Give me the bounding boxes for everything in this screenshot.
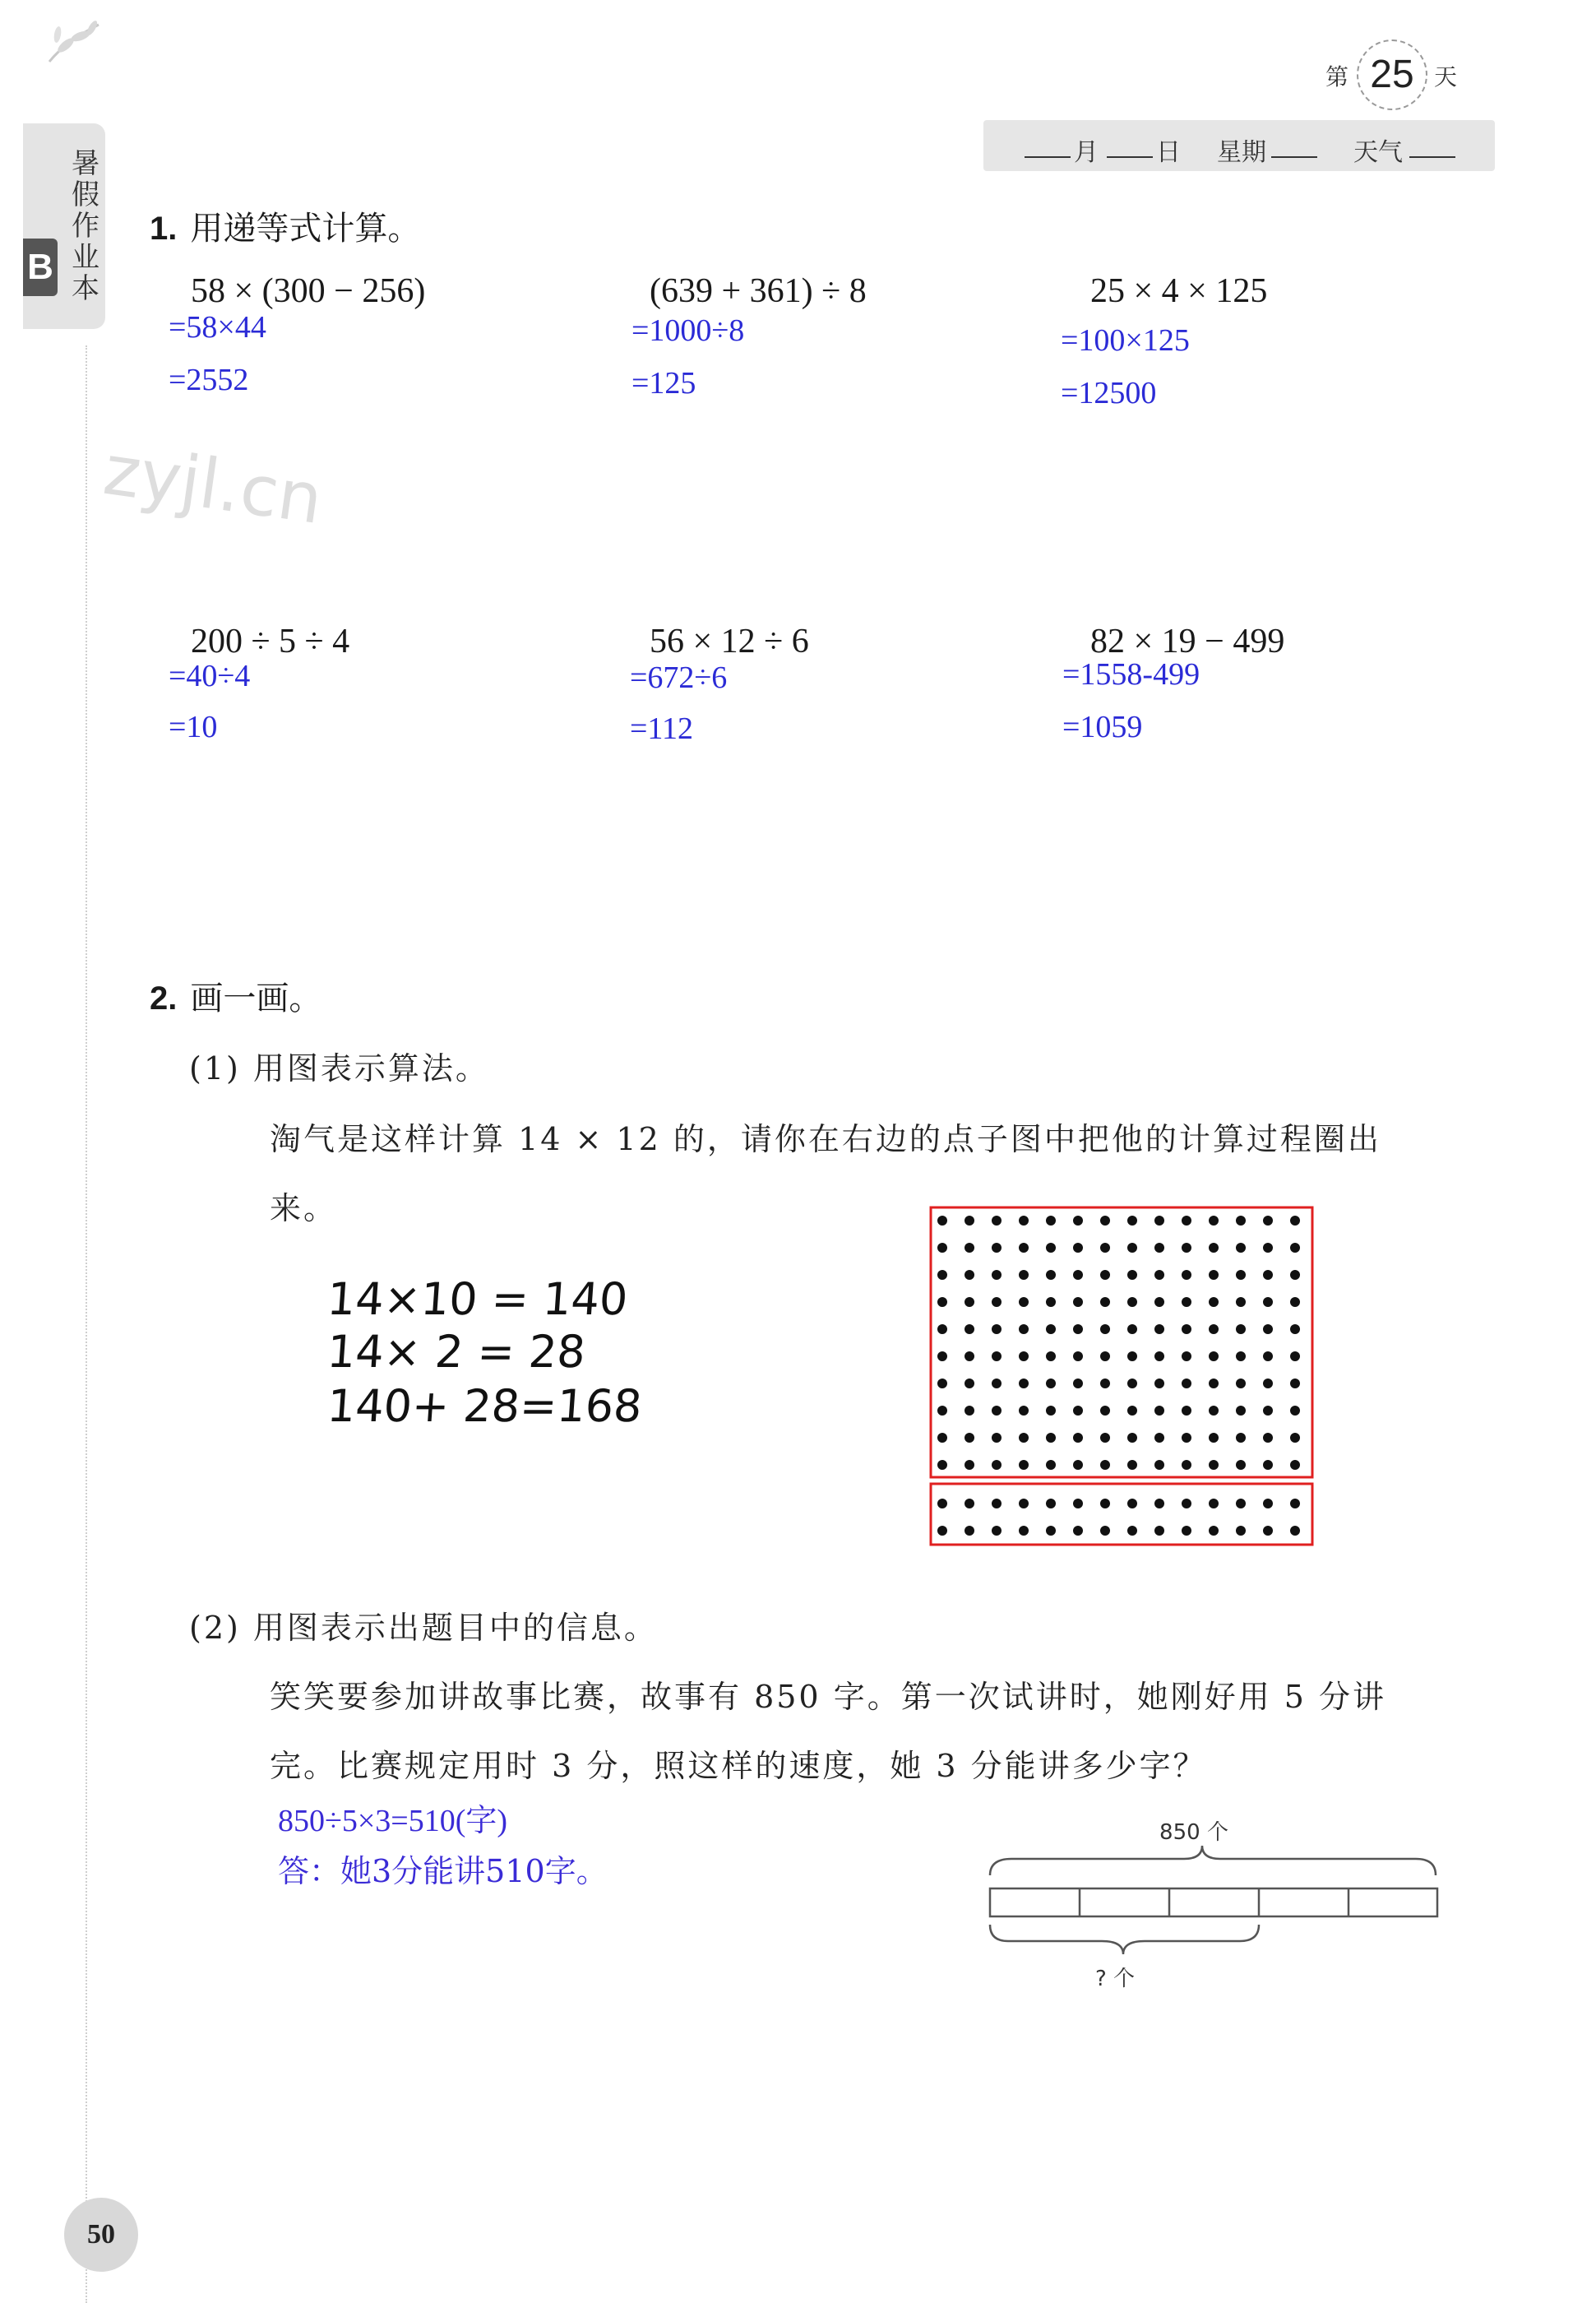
dot (1236, 1379, 1246, 1388)
dot (1182, 1351, 1191, 1361)
leaf-decoration-icon (41, 16, 115, 66)
dot (1100, 1433, 1110, 1443)
dot (1019, 1433, 1029, 1443)
day-blank[interactable] (1107, 156, 1153, 158)
q1-problem-2-step-2: =125 (631, 366, 696, 401)
dot (937, 1379, 947, 1388)
dot (1046, 1406, 1056, 1416)
dot (1290, 1433, 1300, 1443)
q1-problem-4-step-1: =40÷4 (169, 659, 251, 693)
dot (965, 1243, 974, 1253)
dot (1046, 1499, 1056, 1508)
dot (1182, 1297, 1191, 1307)
dot (1154, 1351, 1164, 1361)
day-prefix: 第 (1325, 63, 1349, 90)
dot (1019, 1526, 1029, 1536)
dot (1100, 1379, 1110, 1388)
q2-part2-answer-expression: 850÷5×3=510(字) (278, 1804, 508, 1838)
dot (992, 1243, 1002, 1253)
dot (937, 1499, 947, 1508)
q1-problem-3-step-1: =100×125 (1061, 323, 1190, 358)
dot (1073, 1406, 1083, 1416)
q2-part2-text-line1: 笑笑要参加讲故事比赛，故事有 850 字。第一次试讲时，她刚好用 5 分讲 (270, 1679, 1387, 1715)
dot (1236, 1243, 1246, 1253)
dot (1154, 1243, 1164, 1253)
q2-part2-label: (2) (189, 1610, 241, 1646)
q1-problem-6-step-2: =1059 (1062, 710, 1143, 744)
dot (1100, 1499, 1110, 1508)
q1-number: 1. (150, 211, 178, 247)
q1-problem-5-step-1: =672÷6 (630, 660, 728, 695)
dot (965, 1297, 974, 1307)
q2-part2-title: 用图表示出题目中的信息。 (252, 1610, 658, 1646)
dot (992, 1460, 1002, 1470)
dot (1290, 1460, 1300, 1470)
dot (1154, 1460, 1164, 1470)
dots-group (937, 1216, 1300, 1536)
dot (1263, 1324, 1273, 1334)
q1-problem-1-step-2: =2552 (169, 363, 249, 397)
dot (1236, 1433, 1246, 1443)
weekday-blank[interactable] (1271, 156, 1317, 158)
dot (1100, 1216, 1110, 1226)
dot (1209, 1406, 1219, 1416)
dot (1019, 1379, 1029, 1388)
dot (1290, 1270, 1300, 1280)
dot (1046, 1324, 1056, 1334)
dot (1019, 1460, 1029, 1470)
dot (1209, 1297, 1219, 1307)
dot (1290, 1216, 1300, 1226)
dot (1100, 1270, 1110, 1280)
dot (1046, 1243, 1056, 1253)
dot (1019, 1270, 1029, 1280)
circle-14x2 (931, 1484, 1312, 1545)
q1-problem-6-expression: 82 × 19 − 499 (1090, 623, 1285, 660)
q2-part1-label: (1) (189, 1050, 241, 1087)
spine-badge: B (23, 239, 58, 296)
dot (1154, 1324, 1164, 1334)
dot (1263, 1297, 1273, 1307)
dot (1290, 1526, 1300, 1536)
dot (1127, 1243, 1137, 1253)
dot (1046, 1351, 1056, 1361)
dot (1127, 1406, 1137, 1416)
dot (1182, 1324, 1191, 1334)
dot (937, 1324, 947, 1334)
dot (1073, 1499, 1083, 1508)
q2-heading (150, 972, 322, 1019)
dot (965, 1351, 974, 1361)
dot (965, 1499, 974, 1508)
dot (1154, 1379, 1164, 1388)
dot (1209, 1270, 1219, 1280)
dot (1073, 1351, 1083, 1361)
dot (1263, 1406, 1273, 1416)
dot (937, 1460, 947, 1470)
dot (1073, 1216, 1083, 1226)
top-brace (990, 1846, 1436, 1875)
dot (1290, 1324, 1300, 1334)
dot (1209, 1216, 1219, 1226)
q2-part1-text-line1: 淘气是这样计算 14 × 12 的，请你在右边的点子图中把他的计算过程圈出 (270, 1121, 1381, 1157)
dot (1290, 1499, 1300, 1508)
dot (992, 1406, 1002, 1416)
dot (937, 1243, 947, 1253)
dot (1073, 1324, 1083, 1334)
dot (937, 1297, 947, 1307)
spine-title: 暑假作业本 (72, 147, 99, 305)
dot (937, 1270, 947, 1280)
dot (965, 1216, 974, 1226)
dot (1019, 1406, 1029, 1416)
q1-problem-3-expression: 25 × 4 × 125 (1090, 272, 1268, 310)
dot (937, 1406, 947, 1416)
dot (1236, 1324, 1246, 1334)
dot (965, 1526, 974, 1536)
dot (1263, 1526, 1273, 1536)
q2-part2-answer-text: 答：她3分能讲510字。 (278, 1853, 608, 1889)
handwriting-line-1: 14×10 = 140 (325, 1273, 630, 1325)
dot (1046, 1297, 1056, 1307)
dot (1127, 1433, 1137, 1443)
dot (992, 1297, 1002, 1307)
dot (1209, 1526, 1219, 1536)
dot (1019, 1216, 1029, 1226)
dot (1100, 1460, 1110, 1470)
dot (1073, 1379, 1083, 1388)
dot (1209, 1324, 1219, 1334)
dot (1236, 1499, 1246, 1508)
dot (1236, 1526, 1246, 1536)
dot (1236, 1406, 1246, 1416)
q1-problem-5-step-2: =112 (630, 711, 694, 746)
dot (1154, 1433, 1164, 1443)
dot (1073, 1297, 1083, 1307)
dot (992, 1379, 1002, 1388)
dot (1019, 1324, 1029, 1334)
dot (1154, 1297, 1164, 1307)
q2-part1-heading (189, 1043, 489, 1088)
bottom-brace (990, 1925, 1259, 1954)
dot (937, 1216, 947, 1226)
watermark: zyjl.cn (99, 429, 328, 540)
dot (1154, 1216, 1164, 1226)
dot (1209, 1460, 1219, 1470)
dot (1046, 1379, 1056, 1388)
dot (1073, 1243, 1083, 1253)
dot (1073, 1526, 1083, 1536)
q2-part2-text-line2: 完。比赛规定用时 3 分，照这样的速度，她 3 分能讲多少字？ (270, 1748, 1207, 1784)
q2-title: 画一画。 (190, 980, 322, 1017)
dot (1127, 1297, 1137, 1307)
dot (1182, 1460, 1191, 1470)
margin-divider (86, 345, 87, 2303)
q1-problem-2-step-1: =1000÷8 (631, 313, 745, 348)
diagram-bottom-label: ? 个 (1094, 1967, 1136, 1991)
dot (1263, 1460, 1273, 1470)
month-blank[interactable] (1025, 156, 1071, 158)
dot (965, 1379, 974, 1388)
q2-part2-heading (189, 1602, 658, 1647)
day-label: 日 (1156, 138, 1181, 167)
dot (965, 1460, 974, 1470)
dot (1209, 1351, 1219, 1361)
dot (1127, 1324, 1137, 1334)
dot (1019, 1351, 1029, 1361)
dot (1073, 1433, 1083, 1443)
dot (1290, 1379, 1300, 1388)
dot (1046, 1526, 1056, 1536)
day-suffix: 天 (1434, 63, 1458, 90)
dot (1263, 1243, 1273, 1253)
dot (1209, 1379, 1219, 1388)
page-number: 50 (64, 2198, 138, 2272)
dot (1154, 1499, 1164, 1508)
weather-blank[interactable] (1409, 156, 1455, 158)
dot (1046, 1433, 1056, 1443)
dot (1182, 1379, 1191, 1388)
dot (965, 1433, 974, 1443)
dot (1127, 1270, 1137, 1280)
q2-part1-title: 用图表示算法。 (252, 1050, 489, 1087)
circle-14x10 (931, 1207, 1312, 1477)
dot (1263, 1351, 1273, 1361)
dot (965, 1270, 974, 1280)
dot (1100, 1526, 1110, 1536)
q1-title: 用递等式计算。 (190, 210, 421, 248)
q1-heading (150, 202, 420, 249)
dot (965, 1406, 974, 1416)
weather-label: 天气 (1353, 138, 1403, 167)
dot (1263, 1270, 1273, 1280)
dot (1046, 1270, 1056, 1280)
dot (1154, 1270, 1164, 1280)
dot (1127, 1460, 1137, 1470)
dot (1263, 1499, 1273, 1508)
dot (1019, 1499, 1029, 1508)
book-spine (23, 123, 105, 337)
dot (992, 1216, 1002, 1226)
dot (1209, 1243, 1219, 1253)
q2-number: 2. (150, 980, 178, 1017)
q1-problem-3-step-2: =12500 (1061, 376, 1157, 410)
q1-problem-1-expression: 58 × (300 − 256) (191, 272, 426, 310)
dot (1073, 1270, 1083, 1280)
dot (1182, 1243, 1191, 1253)
q1-problem-4-step-2: =10 (169, 710, 218, 744)
dot (1182, 1526, 1191, 1536)
dot (1100, 1351, 1110, 1361)
dot (1073, 1460, 1083, 1470)
dot (1290, 1297, 1300, 1307)
dot (1236, 1460, 1246, 1470)
dot (1182, 1499, 1191, 1508)
dot (1263, 1433, 1273, 1443)
dot (992, 1526, 1002, 1536)
dot (937, 1433, 947, 1443)
dot (1263, 1216, 1273, 1226)
dot (992, 1324, 1002, 1334)
q1-problem-2-expression: (639 + 361) ÷ 8 (650, 272, 867, 310)
dot (1209, 1433, 1219, 1443)
dot (1182, 1216, 1191, 1226)
dot (937, 1526, 947, 1536)
dot (937, 1351, 947, 1361)
dot (992, 1270, 1002, 1280)
dot (1019, 1297, 1029, 1307)
q2-part1-text-line2: 来。 (270, 1190, 338, 1226)
dot (1046, 1216, 1056, 1226)
q1-problem-5-expression: 56 × 12 ÷ 6 (650, 623, 809, 660)
dot (1100, 1297, 1110, 1307)
dot (965, 1324, 974, 1334)
dot (1290, 1243, 1300, 1253)
q1-problem-6-step-1: =1558-499 (1062, 657, 1200, 692)
dot (1182, 1270, 1191, 1280)
dot (1290, 1351, 1300, 1361)
dot (1127, 1379, 1137, 1388)
dot (1100, 1406, 1110, 1416)
day-number: 25 (1357, 39, 1427, 110)
dot (1154, 1406, 1164, 1416)
dot-grid-figure (924, 1202, 1319, 1548)
dot (1290, 1406, 1300, 1416)
segment-bar (990, 1888, 1437, 1916)
dot (1127, 1526, 1137, 1536)
dot (1127, 1351, 1137, 1361)
dot (1236, 1216, 1246, 1226)
dot (1182, 1433, 1191, 1443)
dot (1046, 1460, 1056, 1470)
handwriting-line-2: 14× 2 = 28 (325, 1326, 587, 1378)
dot (1182, 1406, 1191, 1416)
dot (1127, 1216, 1137, 1226)
dot (992, 1433, 1002, 1443)
dot (992, 1351, 1002, 1361)
dot (1263, 1379, 1273, 1388)
q1-problem-4-expression: 200 ÷ 5 ÷ 4 (191, 623, 350, 660)
weekday-label: 星期 (1217, 138, 1266, 167)
diagram-top-label: 850 个 (1159, 1820, 1228, 1845)
month-label: 月 (1074, 138, 1099, 167)
dot (1100, 1324, 1110, 1334)
dot (1019, 1243, 1029, 1253)
dot (1236, 1270, 1246, 1280)
dot (1209, 1499, 1219, 1508)
segment-diagram (978, 1810, 1455, 2007)
q1-problem-1-step-1: =58×44 (169, 310, 266, 345)
dot (1236, 1297, 1246, 1307)
handwriting-line-3: 140+ 28=168 (325, 1380, 644, 1432)
dot (1154, 1526, 1164, 1536)
dot (1236, 1351, 1246, 1361)
dot (1127, 1499, 1137, 1508)
date-bar (983, 120, 1495, 171)
dot (1100, 1243, 1110, 1253)
dot (992, 1499, 1002, 1508)
